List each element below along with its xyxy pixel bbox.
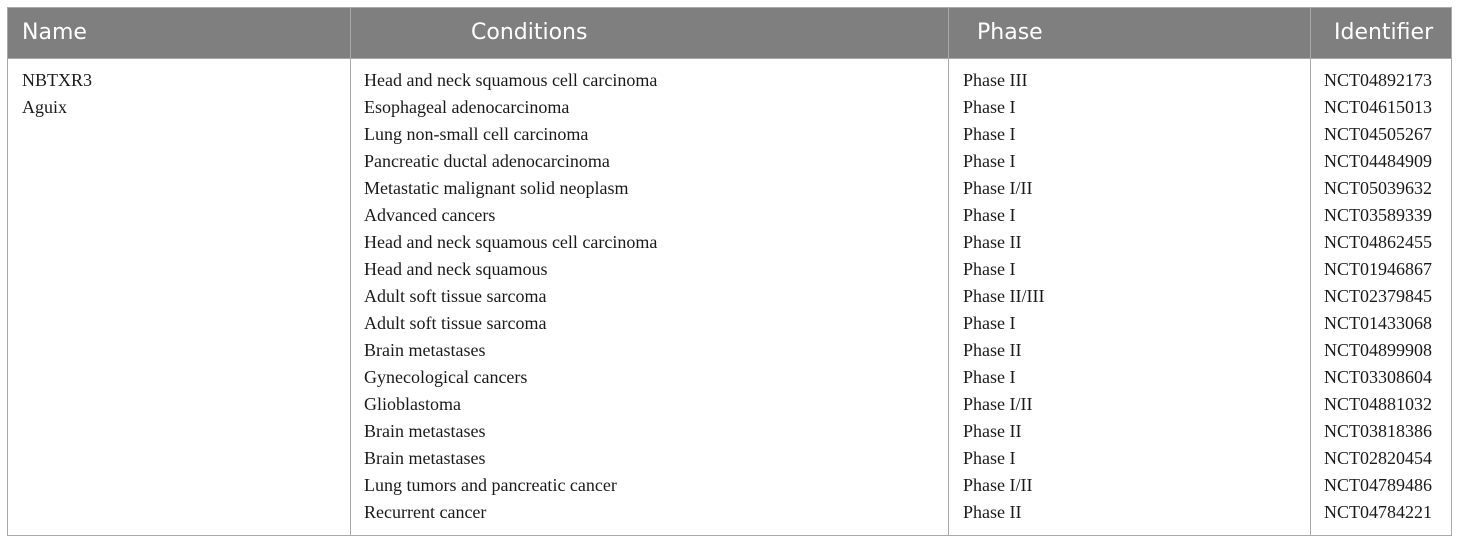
name-cell: NBTXR3 bbox=[22, 70, 93, 90]
table-body bbox=[8, 59, 1451, 535]
condition-cell: Metastatic malignant solid neoplasm bbox=[364, 178, 629, 198]
clinical-trials-table bbox=[7, 7, 1452, 536]
identifier-cell: NCT03589339 bbox=[1324, 205, 1432, 225]
identifier-cell: NCT02820454 bbox=[1324, 448, 1432, 468]
identifier-column bbox=[1324, 70, 1432, 529]
identifier-cell: NCT04789486 bbox=[1324, 475, 1432, 495]
phase-cell: Phase II bbox=[963, 421, 1022, 441]
phase-cell: Phase II bbox=[963, 232, 1022, 252]
phase-cell: Phase I bbox=[963, 448, 1016, 468]
phase-column bbox=[963, 70, 1044, 529]
phase-cell: Phase II bbox=[963, 340, 1022, 360]
identifier-cell: NCT04899908 bbox=[1324, 340, 1432, 360]
condition-cell: Head and neck squamous cell carcinoma bbox=[364, 232, 658, 252]
condition-cell: Gynecological cancers bbox=[364, 367, 528, 387]
condition-cell: Advanced cancers bbox=[364, 205, 496, 225]
phase-cell: Phase I/II bbox=[963, 475, 1033, 495]
name-column bbox=[22, 70, 92, 124]
phase-cell: Phase I bbox=[963, 313, 1016, 333]
condition-cell: Adult soft tissue sarcoma bbox=[364, 286, 547, 306]
identifier-cell: NCT04892173 bbox=[1324, 70, 1432, 90]
identifier-cell: NCT04505267 bbox=[1324, 124, 1432, 144]
condition-cell: Brain metastases bbox=[364, 340, 486, 360]
identifier-cell: NCT04784221 bbox=[1324, 502, 1432, 522]
name-cell: Aguix bbox=[22, 97, 67, 117]
phase-cell: Phase I/II bbox=[963, 178, 1033, 198]
condition-cell: Esophageal adenocarcinoma bbox=[364, 97, 570, 117]
identifier-cell: NCT04615013 bbox=[1324, 97, 1432, 117]
phase-cell: Phase I/II bbox=[963, 394, 1033, 414]
condition-cell: Lung non-small cell carcinoma bbox=[364, 124, 589, 144]
condition-cell: Lung tumors and pancreatic cancer bbox=[364, 475, 617, 495]
identifier-cell: NCT02379845 bbox=[1324, 286, 1432, 306]
identifier-cell: NCT04881032 bbox=[1324, 394, 1432, 414]
condition-cell: Pancreatic ductal adenocarcinoma bbox=[364, 151, 610, 171]
identifier-cell: NCT04484909 bbox=[1324, 151, 1432, 171]
header-conditions: Conditions bbox=[471, 20, 588, 45]
condition-cell: Head and neck squamous bbox=[364, 259, 548, 279]
identifier-cell: NCT03308604 bbox=[1324, 367, 1432, 387]
phase-cell: Phase II bbox=[963, 502, 1022, 522]
condition-cell: Glioblastoma bbox=[364, 394, 461, 414]
identifier-cell: NCT01433068 bbox=[1324, 313, 1432, 333]
phase-cell: Phase I bbox=[963, 367, 1016, 387]
condition-cell: Adult soft tissue sarcoma bbox=[364, 313, 547, 333]
identifier-cell: NCT05039632 bbox=[1324, 178, 1432, 198]
header-name: Name bbox=[22, 20, 87, 45]
header-phase: Phase bbox=[977, 20, 1043, 45]
identifier-cell: NCT04862455 bbox=[1324, 232, 1432, 252]
header-identifier: Identifier bbox=[1334, 20, 1434, 45]
conditions-column bbox=[364, 70, 657, 529]
condition-cell: Brain metastases bbox=[364, 448, 486, 468]
phase-cell: Phase I bbox=[963, 205, 1016, 225]
phase-cell: Phase I bbox=[963, 124, 1016, 144]
phase-cell: Phase II/III bbox=[963, 286, 1045, 306]
table-header bbox=[8, 8, 1451, 58]
condition-cell: Head and neck squamous cell carcinoma bbox=[364, 70, 658, 90]
identifier-cell: NCT03818386 bbox=[1324, 421, 1432, 441]
phase-cell: Phase I bbox=[963, 259, 1016, 279]
phase-cell: Phase I bbox=[963, 151, 1016, 171]
condition-cell: Brain metastases bbox=[364, 421, 486, 441]
condition-cell: Recurrent cancer bbox=[364, 502, 487, 522]
identifier-cell: NCT01946867 bbox=[1324, 259, 1432, 279]
phase-cell: Phase III bbox=[963, 70, 1028, 90]
phase-cell: Phase I bbox=[963, 97, 1016, 117]
